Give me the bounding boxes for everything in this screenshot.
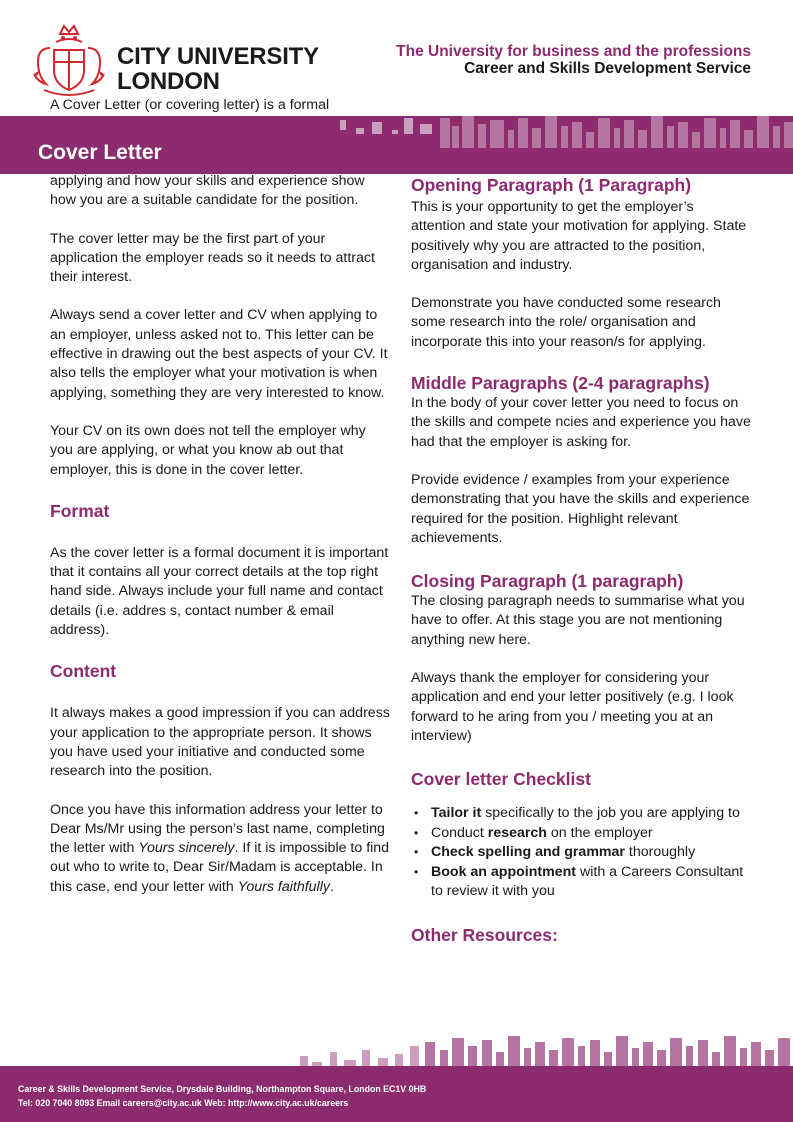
intro-paragraph-3: Always send a cover letter and CV when applying to an employer, unless asked not to. This letter can be effective in drawing out the best aspects of your CV. It also tells the employer what your motivation is when applying, something they are very interested to know. [50, 307, 388, 401]
closing-paragraph-1: The closing paragraph needs to summarise what you have to offer. At this stage you are not mentioning anything new here. [411, 593, 745, 648]
checklist-item: • Conduct research on the employer [411, 824, 751, 844]
university-crest-logo [30, 20, 108, 98]
opening-paragraph-2: Demonstrate you have conducted some research some research into the role/ organisation and incorporate this into your reason/s for applying. [411, 295, 721, 350]
closing-heading: Closing Paragraph (1 paragraph) [411, 571, 684, 592]
tagline-line2: Career and Skills Development Service [464, 60, 751, 77]
resources-heading: Other Resources: [411, 924, 558, 945]
content-heading: Content [50, 661, 117, 682]
university-name-line1: CITY UNIVERSITY [117, 43, 319, 70]
content-p2-part-b: . If it is impossible to find out who to write to, Dear Sir/Madam is acceptable. In this case, end your letter with [50, 840, 390, 895]
left-column [50, 172, 390, 897]
format-heading: Format [50, 500, 110, 521]
opening-paragraph-1: This is your opportunity to get the employer’s attention and state your motivation for applying. State positively why you are attracted to the position, organisation and industry. [411, 199, 747, 273]
intro-paragraph-4: Your CV on its own does not tell the employer why you are applying, or what you know ab out that employer, this is done in the cover letter. [50, 422, 366, 478]
university-name [117, 44, 319, 94]
intro-overlap-line1: A Cover Letter (or covering letter) is a formal [50, 97, 330, 113]
middle-paragraph-1: In the body of your cover letter you need to focus on the skills and compete ncies and experience you have had that the employer is asking for. [411, 395, 751, 450]
content-p2-part-c: . [329, 878, 334, 895]
content-p2-part-a: Once you have this information address your letter to Dear Ms/Mr using the person’s last name, completing the letter with [50, 801, 385, 857]
footer-contact [18, 1082, 426, 1110]
footer-contact-line: Tel: 020 7040 8093 Email careers@city.ac.uk Web: http://www.city.ac.uk/careers [18, 1098, 349, 1108]
middle-paragraph-2: Provide evidence / examples from your experience demonstrating that you have the skills and experience required for the position. Highlight relevant achievements. [411, 471, 750, 546]
university-name-line2: LONDON [117, 68, 220, 95]
opening-heading: Opening Paragraph (1 Paragraph) [411, 175, 692, 195]
footer-address: Career & Skills Development Service, Drysdale Building, Northampton Square, London EC1V 0HB [18, 1084, 427, 1094]
tagline-line1: The University for business and the professions [396, 43, 751, 60]
intro-paragraph-2: The cover letter may be the first part of your application the employer reads so it needs to attract their interest. [50, 230, 375, 286]
closing-paragraph-2: Always thank the employer for considering your application and end your letter positively (e.g. I look forward to he aring from you / meeting you at an interview) [411, 670, 734, 744]
format-paragraph: As the cover letter is a formal document it is important that it contains all your correct details at the top right hand side. Always include your full name and contact details (i.e. addres s, contact number & email address). [50, 544, 389, 639]
content-paragraph-1: It always makes a good impression if you can address your application to the appropriate person. It shows you have used your initiative and conducted some research into the position. [50, 705, 390, 780]
middle-heading: Middle Paragraphs (2-4 paragraphs) [411, 373, 710, 394]
intro-paragraph-1: applying and how your skills and experience show how you are a suitable candidate for the position. [50, 173, 365, 209]
checklist-item: • Check spelling and grammar thoroughly [411, 843, 751, 863]
content-paragraph-2 [50, 801, 390, 897]
checklist-heading: Cover letter Checklist [411, 769, 591, 790]
checklist-item: • Book an appointment with a Careers Consultant to review it with you [411, 863, 751, 902]
checklist [411, 804, 751, 902]
content-p2-yours-faithfully: Yours faithfully [237, 878, 330, 895]
checklist-item: • Tailor it specifically to the job you are applying to [411, 804, 751, 824]
tagline [396, 43, 751, 77]
document-title: Cover Letter [38, 141, 162, 164]
content-p2-yours-sincerely: Yours sincerely [138, 840, 235, 857]
right-column [411, 174, 751, 946]
